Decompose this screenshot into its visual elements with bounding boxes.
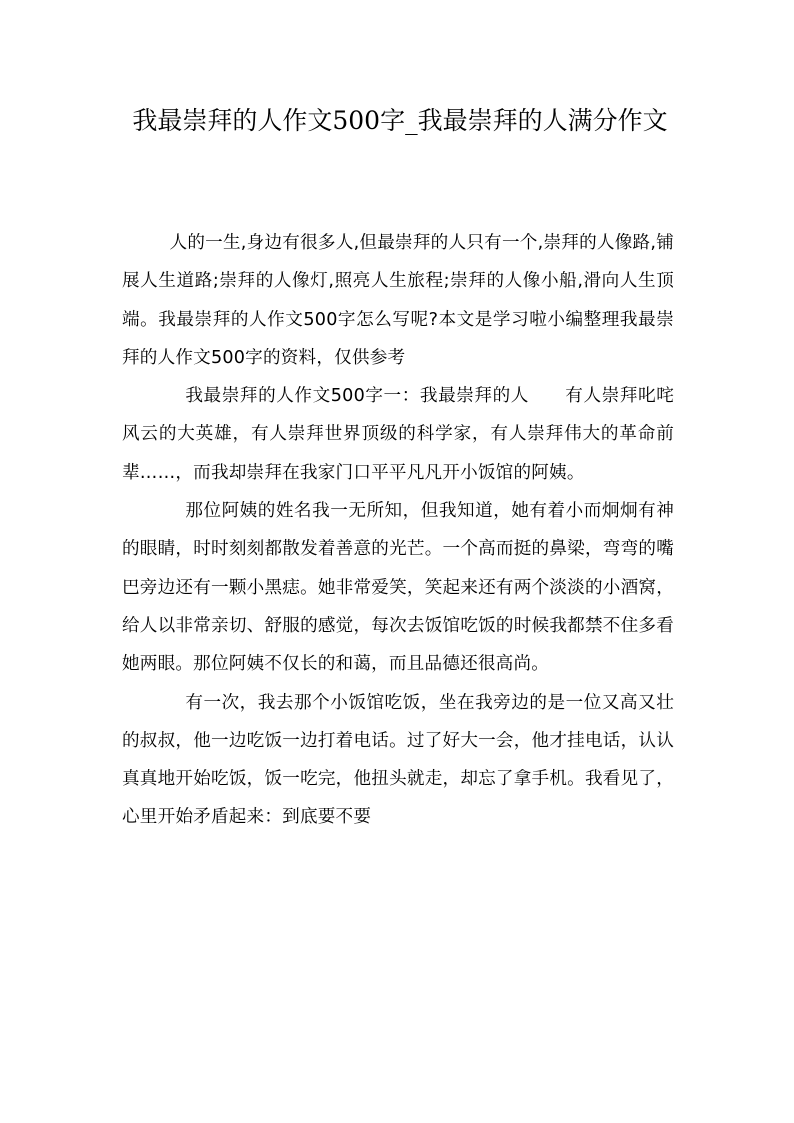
document-title: 我最崇拜的人作文500字_我最崇拜的人满分作文 xyxy=(132,106,668,135)
paragraph-phone-story: 有一次，我去那个小饭馆吃饭，坐在我旁边的是一位又高又壮的叔叔，他一边吃饭一边打着电话。过了好大一会，他才挂电话，认认真真地开始吃饭，饭一吃完，他扭头就走，却忘了拿手机。我看见了，心里开始矛盾起来：到底要不要 xyxy=(122,692,674,828)
paragraph-intro: 人的一生,身边有很多人,但最崇拜的人只有一个,崇拜的人像路,铺展人生道路;崇拜的人像灯,照亮人生旅程;崇拜的人像小船,滑向人生顶端。我最崇拜的人作文500字怎么写呢?本文是学习啦小编整理我最崇拜的人作文500字的资料，仅供参考 xyxy=(122,233,674,368)
document-body xyxy=(122,224,674,837)
paragraph-auntie-description: 那位阿姨的姓名我一无所知，但我知道，她有着小而炯炯有神的眼睛，时时刻刻都散发着善意的光芒。一个高而挺的鼻梁，弯弯的嘴巴旁边还有一颗小黑痣。她非常爱笑，笑起来还有两个淡淡的小酒窝，给人以非常亲切、舒服的感觉，每次去饭馆吃饭的时候我都禁不住多看她两眼。那位阿姨不仅长的和蔼，而且品德还很高尚。 xyxy=(122,501,674,675)
paragraph-essay-one-opening: 我最崇拜的人作文500字一：我最崇拜的人 有人崇拜叱咤风云的大英雄，有人崇拜世界顶级的科学家，有人崇拜伟大的革命前辈……，而我却崇拜在我家门口平平凡凡开小饭馆的阿姨。 xyxy=(122,386,674,483)
